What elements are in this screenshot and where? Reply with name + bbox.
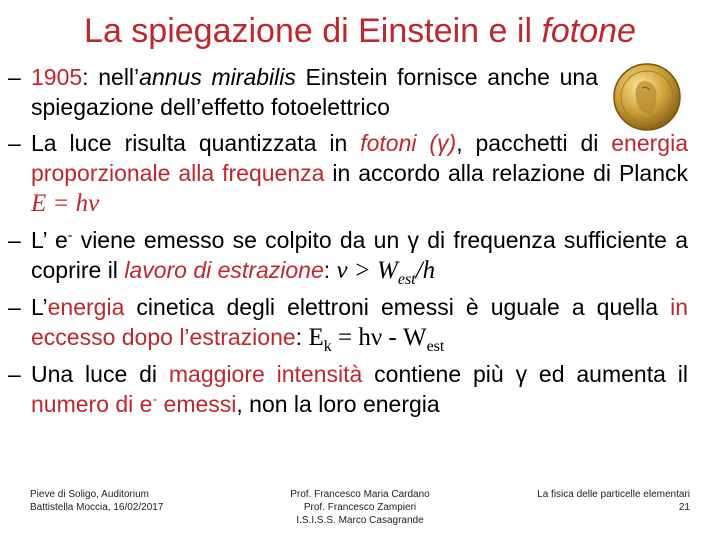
bullet-text: La luce risulta quantizzata in — [31, 130, 361, 156]
photon-highlight: fotoni (γ) — [360, 130, 457, 156]
footer-line: Prof. Francesco Maria Cardano — [290, 489, 430, 500]
intensity-highlight: maggiore intensità — [168, 361, 363, 387]
bullet-dash: – — [8, 294, 21, 320]
bullet-text: Una luce di — [31, 361, 169, 387]
formula-part: E — [308, 324, 324, 351]
footer-authors — [255, 488, 465, 527]
energy-highlight: energia — [47, 294, 125, 320]
footer-course — [500, 488, 690, 514]
bullet-text: L’ e — [31, 227, 68, 253]
excess-highlight: in eccesso dopo l’estrazione — [31, 294, 688, 350]
electron-count-highlight: numero di e — [31, 391, 153, 417]
title-italic-word: fotone — [541, 12, 636, 50]
bullet-text: contiene più γ ed aumenta il — [362, 361, 688, 387]
slide-title — [0, 8, 720, 54]
bullet-text: : — [323, 257, 337, 283]
bullet-text: Einstein fornisce anche una spiegazione dell’effetto fotoelettrico — [31, 64, 599, 120]
bullet-text: , pacchetti di — [456, 130, 612, 156]
bullet-text: : — [295, 324, 309, 350]
title-text: La spiegazione di Einstein e il — [84, 12, 542, 50]
formula-subscript: est — [397, 271, 416, 288]
energy-frequency-highlight: energia proporzionale alla frequenza — [31, 130, 688, 186]
bullet-text: : nell’ — [82, 64, 140, 90]
threshold-formula — [336, 257, 436, 288]
formula-part: /h — [415, 257, 436, 284]
year-text: 1905 — [31, 64, 83, 90]
bullet-text: , non la loro energia — [236, 391, 440, 417]
formula-part: ν > W — [336, 257, 398, 284]
bullet-kinetic-energy — [8, 292, 688, 353]
kinetic-energy-formula — [308, 324, 445, 355]
bullet-1905 — [8, 62, 688, 122]
footer-line: La fisica delle particelle elementari — [537, 489, 690, 500]
bullet-dash: – — [8, 64, 21, 90]
electron-superscript: - — [152, 390, 158, 407]
formula-subscript: k — [323, 338, 332, 355]
bullet-list — [8, 62, 688, 425]
bullet-intensity — [8, 359, 688, 419]
work-function-highlight: lavoro di estrazione — [124, 257, 324, 283]
slide-number: 21 — [678, 502, 690, 513]
bullet-text: cinetica degli elettroni emessi è uguale a quella — [124, 294, 671, 320]
footer-location — [30, 488, 210, 514]
emitted-highlight: emessi — [157, 391, 237, 417]
bullet-dash: – — [8, 227, 21, 253]
footer-line: Prof. Francesco Zampieri — [303, 502, 417, 513]
planck-formula: E = hν — [31, 190, 100, 217]
footer-line: Battistella Moccia, 16/02/2017 — [30, 502, 164, 513]
bullet-text: in accordo alla relazione di Planck — [324, 160, 688, 186]
annus-mirabilis-text: annus mirabilis — [139, 64, 296, 90]
footer-line: I.S.I.S.S. Marco Casagrande — [296, 515, 424, 526]
bullet-text: L’ — [31, 294, 48, 320]
formula-part: = hν - W — [331, 324, 427, 351]
bullet-electron-emission — [8, 225, 688, 286]
bullet-dash: – — [8, 130, 21, 156]
bullet-text: viene emesso se colpito da un γ di frequenza sufficiente a coprire il — [31, 227, 688, 283]
formula-subscript: est — [426, 338, 445, 355]
bullet-quantized-light — [8, 128, 688, 219]
bullet-dash: – — [8, 361, 21, 387]
electron-superscript: - — [67, 226, 73, 243]
footer-line: Pieve di Soligo, Auditorium — [30, 489, 149, 500]
